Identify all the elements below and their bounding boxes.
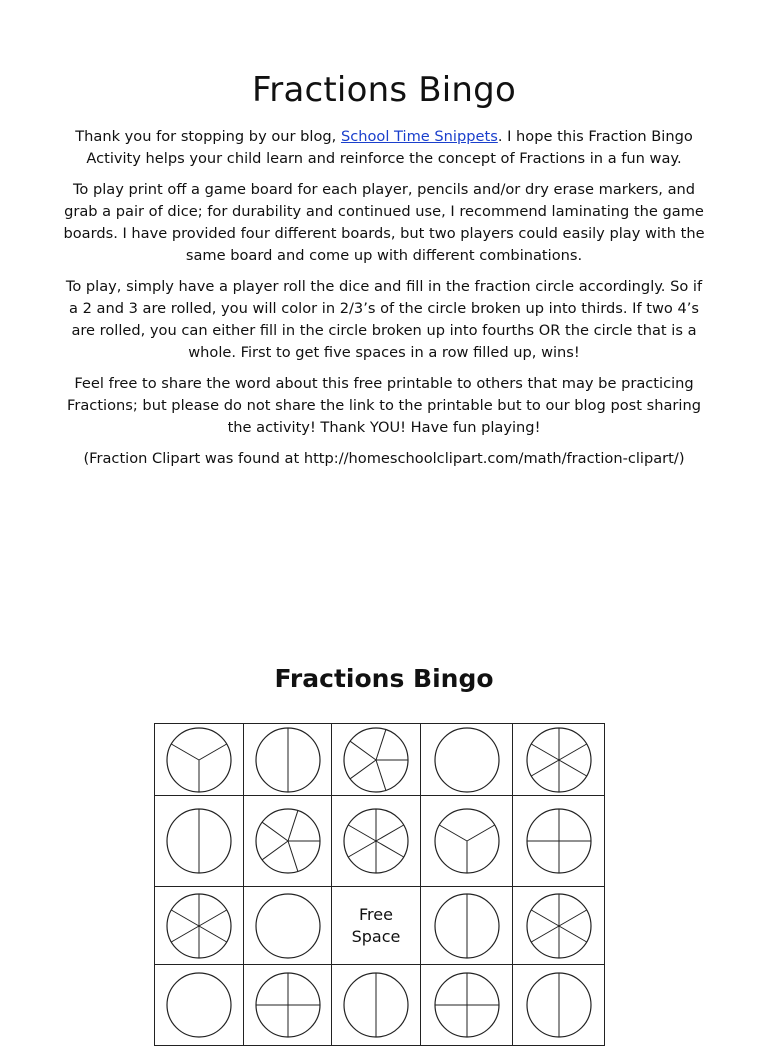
page-title: Fractions Bingo (252, 70, 516, 110)
fraction-circle-icon (254, 892, 322, 960)
board-row (155, 724, 605, 796)
fraction-circle-icon (433, 971, 501, 1039)
free-space-cell[interactable] (332, 887, 421, 965)
fraction-circle-icon (254, 971, 322, 1039)
bingo-cell[interactable] (244, 724, 332, 796)
fraction-circle-icon (254, 726, 322, 794)
blog-link[interactable]: School Time Snippets (340, 128, 498, 145)
fraction-divider (376, 760, 386, 790)
setup-paragraph: To play print off a game board for each player, pencils and/or dry erase markers, and grab a pair of dice; for durability and continued use, I recommend laminating the game boards. I have provided four different boards, but two players could easily play with the same board and come up with different combinations. (63, 181, 705, 264)
fraction-circle-icon (342, 971, 410, 1039)
bingo-cell[interactable] (513, 887, 605, 965)
bingo-board (154, 723, 605, 1046)
fraction-circle-icon (433, 807, 501, 875)
share-paragraph: Feel free to share the word about this free printable to others that may be practicing Fractions; but please do not share the link to the printable but to our blog post sharing the activity! Thank YOU! Have fun playing! (67, 375, 701, 436)
fraction-divider (348, 841, 376, 857)
board-title: Fractions Bingo (274, 664, 494, 693)
bingo-cell[interactable] (155, 796, 244, 887)
fraction-divider (376, 825, 404, 841)
fraction-divider (531, 760, 559, 776)
fraction-circle-outline (167, 973, 231, 1037)
bingo-cell[interactable] (513, 796, 605, 887)
instructions (62, 126, 706, 479)
board-row (155, 965, 605, 1046)
fraction-divider (262, 841, 288, 860)
credit-paragraph: (Fraction Clipart was found at http://homeschoolclipart.com/math/fraction-clipart/) (83, 450, 685, 467)
fraction-circle-icon (525, 726, 593, 794)
bingo-cell[interactable] (244, 796, 332, 887)
fraction-divider (350, 760, 376, 779)
fraction-divider (559, 760, 587, 776)
bingo-cell[interactable] (332, 965, 421, 1046)
fraction-divider (531, 910, 559, 926)
bingo-cell[interactable] (513, 724, 605, 796)
fraction-circle-outline (256, 894, 320, 958)
fraction-divider (199, 910, 227, 926)
fraction-divider (171, 910, 199, 926)
bingo-cell[interactable] (244, 887, 332, 965)
bingo-cell[interactable] (421, 796, 513, 887)
board-row (155, 887, 605, 965)
fraction-divider (199, 926, 227, 942)
intro-paragraph: Thank you for stopping by our blog, School Time Snippets. I hope this Fraction Bingo Activity helps your child learn and reinforce the concept of Fractions in a fun way. (75, 128, 693, 167)
fraction-divider (531, 744, 559, 760)
free-space-line1: Free (359, 904, 393, 924)
fraction-circle-icon (433, 726, 501, 794)
bingo-cell[interactable] (244, 965, 332, 1046)
fraction-divider (376, 841, 404, 857)
fraction-divider (467, 825, 495, 841)
fraction-circle-icon (525, 892, 593, 960)
fraction-divider (559, 744, 587, 760)
fraction-circle-icon (254, 807, 322, 875)
bingo-cell[interactable] (421, 965, 513, 1046)
fraction-circle-icon (165, 892, 233, 960)
bingo-cell[interactable] (155, 965, 244, 1046)
fraction-divider (531, 926, 559, 942)
bingo-cell[interactable] (332, 796, 421, 887)
bingo-cell[interactable] (421, 724, 513, 796)
fraction-divider (262, 822, 288, 841)
fraction-circle-icon (433, 892, 501, 960)
rules-paragraph: To play, simply have a player roll the dice and fill in the fraction circle accordingly. So if a 2 and 3 are rolled, you will color in 2/3’s of the circle broken up into thirds. If two 4’s are rolled, you can either fill in the circle broken up into fourths OR the circle that is a whole. First to get five spaces in a row filled up, wins! (65, 278, 703, 361)
bingo-cell[interactable] (332, 724, 421, 796)
fraction-circle-icon (342, 807, 410, 875)
fraction-divider (439, 825, 467, 841)
fraction-circle-icon (342, 726, 410, 794)
fraction-divider (559, 910, 587, 926)
fraction-divider (376, 729, 386, 759)
fraction-divider (199, 744, 227, 760)
board-row (155, 796, 605, 887)
fraction-divider (559, 926, 587, 942)
fraction-circle-icon (525, 807, 593, 875)
fraction-divider (288, 811, 298, 841)
bingo-cell[interactable] (421, 887, 513, 965)
fraction-divider (288, 841, 298, 871)
fraction-divider (171, 744, 199, 760)
fraction-circle-outline (435, 728, 499, 792)
fraction-divider (171, 926, 199, 942)
fraction-divider (350, 741, 376, 760)
fraction-circle-icon (165, 726, 233, 794)
fraction-divider (348, 825, 376, 841)
bingo-cell[interactable] (155, 724, 244, 796)
bingo-cell[interactable] (155, 887, 244, 965)
bingo-cell[interactable] (513, 965, 605, 1046)
free-space-line2: Space (351, 926, 401, 946)
fraction-circle-icon (165, 971, 233, 1039)
fraction-circle-icon (165, 807, 233, 875)
fraction-circle-icon (525, 971, 593, 1039)
